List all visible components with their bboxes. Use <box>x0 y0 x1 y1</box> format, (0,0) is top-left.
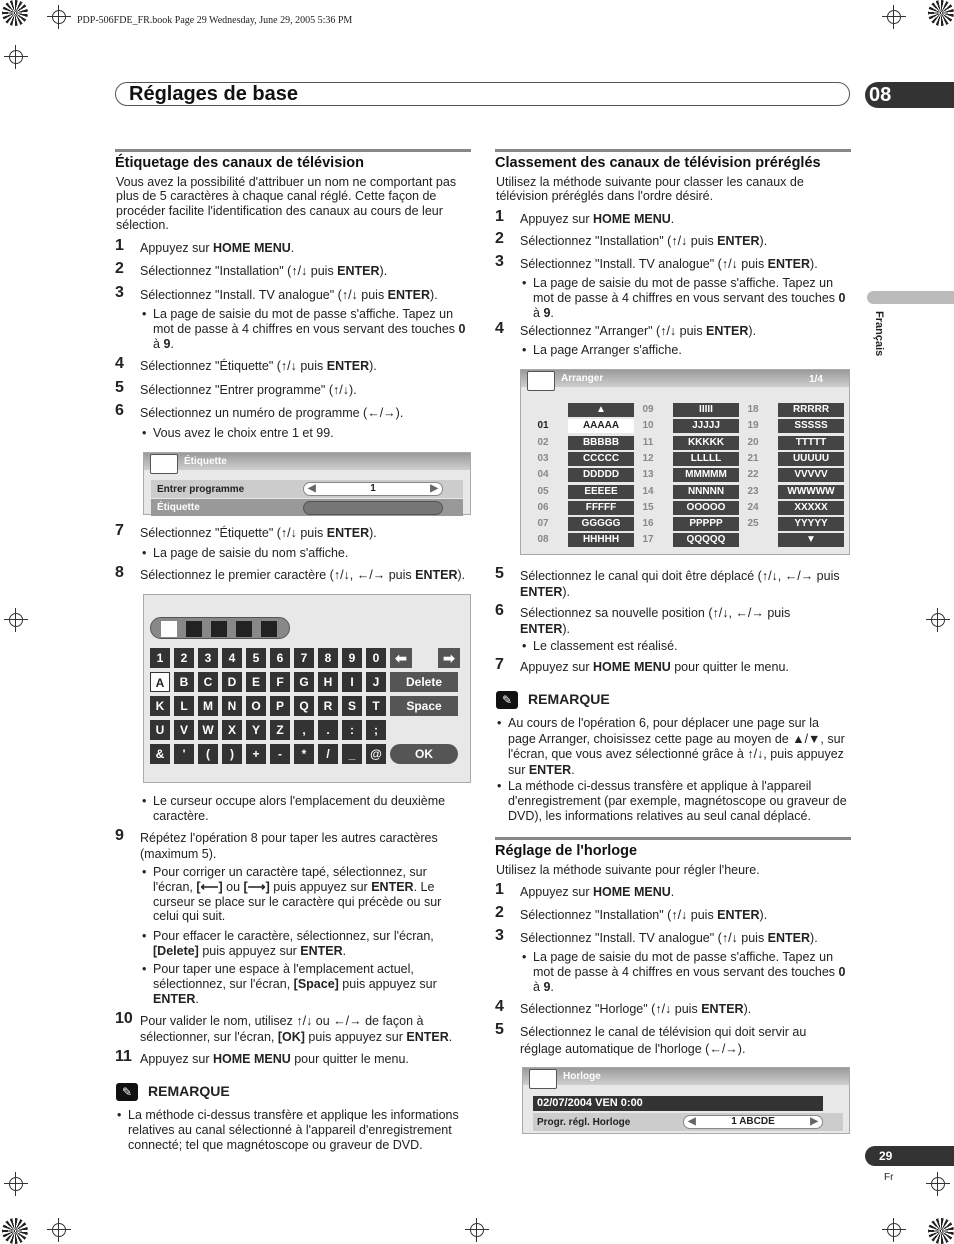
keyboard-key[interactable]: Q <box>294 696 314 716</box>
channel-name-cell[interactable]: MMMMM <box>673 468 739 482</box>
keyboard-key[interactable]: 3 <box>198 648 218 668</box>
note-heading: REMARQUE <box>528 691 610 707</box>
channel-number: 06 <box>537 501 549 513</box>
keyboard-key[interactable]: F <box>270 672 290 692</box>
keyboard-key[interactable]: 5 <box>246 648 266 668</box>
channel-name-cell[interactable]: LLLLL <box>673 452 739 466</box>
char-slot-cursor <box>161 621 177 637</box>
crop-mark <box>465 1218 489 1242</box>
language-label: Français <box>873 311 885 357</box>
step-7-bullet: • La page de saisie du nom s'affiche. <box>153 546 469 561</box>
channel-name-cell[interactable]: CCCCC <box>568 452 634 466</box>
step-6-bullet: • Vous avez le choix entre 1 et 99. <box>153 426 469 441</box>
channel-name-cell[interactable]: WWWWW <box>778 485 844 499</box>
menu-row: Progr. régl. Horloge ◀ 1 ABCDE ▶ <box>533 1113 843 1131</box>
left-arrow-icon: ◀ <box>688 1116 696 1127</box>
keyboard-key[interactable]: I <box>342 672 362 692</box>
keyboard-key[interactable]: * <box>294 744 314 764</box>
char-slot <box>261 621 277 637</box>
channel-number: 13 <box>642 469 654 481</box>
screen-title: Étiquette <box>144 453 470 470</box>
screen-arranger <box>520 369 850 555</box>
section-heading: Classement des canaux de télévision préréglés <box>495 149 851 171</box>
keyboard-key[interactable]: 8 <box>318 648 338 668</box>
section-intro: Vous avez la possibilité d'attribuer un nom ne comportant pas plus de 5 caractères à chaque canal réglé. Cette façon de procéder facilite l'identification des canaux au cours de leur sélection. <box>116 175 457 233</box>
keyboard-key[interactable]: H <box>318 672 338 692</box>
channel-number: 09 <box>642 404 654 415</box>
keyboard-key[interactable]: G <box>294 672 314 692</box>
step-2: 2 Sélectionnez "Installation" (↑/↓ puis ENTER). <box>495 230 768 248</box>
menu-row: Entrer programme ◀ 1 ▶ <box>151 480 463 498</box>
channel-number: 18 <box>747 404 759 415</box>
channel-name-cell[interactable]: RRRRR <box>778 403 844 417</box>
section-intro: Utilisez la méthode suivante pour classer les canaux de télévision préréglés dans l'ordre désiré. <box>496 175 804 204</box>
keyboard-key[interactable]: 0 <box>366 648 386 668</box>
step-4: 4 Sélectionnez "Arranger" (↑/↓ puis ENTER). <box>495 320 757 338</box>
channel-number: 16 <box>642 518 654 530</box>
channel-number: 17 <box>642 534 654 546</box>
label-field[interactable] <box>303 501 443 515</box>
keyboard-key[interactable]: D <box>222 672 242 692</box>
channel-name-cell[interactable]: KKKKK <box>673 436 739 450</box>
channel-name-cell[interactable]: UUUUU <box>778 452 844 466</box>
step-5: 5 Sélectionnez le canal qui doit être déplacé (↑/↓, ←/→ puis ENTER). <box>495 565 840 599</box>
scroll-arrow-button[interactable]: ▼ <box>778 533 844 547</box>
step-10: 10 Pour valider le nom, utilisez ↑/↓ ou ←/→ de façon à sélectionner, sur l'écran, [OK] puis appuyez sur ENTER. <box>115 1010 453 1044</box>
crop-mark <box>4 608 28 632</box>
channel-name-cell[interactable]: TTTTT <box>778 436 844 450</box>
channel-name-cell[interactable]: BBBBB <box>568 436 634 450</box>
keyboard-key[interactable]: P <box>270 696 290 716</box>
keyboard-key[interactable]: Y <box>246 720 266 740</box>
note-icon: ✎ <box>116 1083 138 1101</box>
channel-number: 03 <box>537 452 549 464</box>
screen-title: Horloge <box>523 1068 849 1085</box>
page-indicator: 1/4 <box>809 374 823 385</box>
step-4: 4 Sélectionnez "Horloge" (↑/↓ puis ENTER). <box>495 998 752 1016</box>
step-4: 4 Sélectionnez "Étiquette" (↑/↓ puis ENTER). <box>115 355 377 373</box>
keyboard-key[interactable]: @ <box>366 744 386 764</box>
note-bullet: • La méthode ci-dessus transfère et applique les informations relatives au canal sélectionné à l'appareil d'enregistrement connecté; tel que magnétoscope ou graveur de DVD. <box>128 1108 470 1152</box>
step-8-bullet: • Le curseur occupe alors l'emplacement du deuxième caractère. <box>153 794 469 824</box>
crop-mark <box>4 1172 28 1196</box>
crop-mark <box>47 1218 71 1242</box>
channel-name-cell[interactable]: VVVVV <box>778 468 844 482</box>
menu-icon <box>527 371 555 391</box>
crop-mark <box>926 608 950 632</box>
channel-number: 08 <box>537 534 549 546</box>
channel-number: 15 <box>642 501 654 513</box>
step-3: 3 Sélectionnez "Install. TV analogue" (↑/↓ puis ENTER). <box>495 253 818 271</box>
channel-name-cell[interactable]: JJJJJ <box>673 419 739 433</box>
step-7: 7 Sélectionnez "Étiquette" (↑/↓ puis ENTER). <box>115 522 377 540</box>
channel-number: 24 <box>747 501 759 513</box>
channel-number: 19 <box>747 420 759 432</box>
keyboard-key[interactable]: ; <box>366 720 386 740</box>
cursor-right-button[interactable]: ➡ <box>438 648 460 668</box>
screen-horloge <box>522 1067 850 1134</box>
channel-number: 01 <box>537 420 549 432</box>
keyboard-key[interactable]: . <box>318 720 338 740</box>
keyboard-key[interactable]: Z <box>270 720 290 740</box>
note-heading: REMARQUE <box>148 1083 230 1099</box>
crop-mark <box>926 1172 950 1196</box>
registration-mark <box>928 1218 954 1244</box>
clock-channel-selector[interactable]: ◀ 1 ABCDE ▶ <box>683 1115 823 1129</box>
keyboard-key[interactable]: 7 <box>294 648 314 668</box>
file-info: PDP-506FDE_FR.book Page 29 Wednesday, June 29, 2005 5:36 PM <box>77 15 353 26</box>
step-6-bullet: • Le classement est réalisé. <box>533 639 849 654</box>
keyboard-key[interactable]: ) <box>222 744 242 764</box>
step-1: 1 Appuyez sur HOME MENU. <box>495 208 675 226</box>
channel-number: 04 <box>537 469 549 481</box>
channel-name-cell[interactable]: SSSSS <box>778 419 844 433</box>
step-8: 8 Sélectionnez le premier caractère (↑/↓, ←/→ puis ENTER). <box>115 564 466 582</box>
char-slot <box>186 621 202 637</box>
note-bullet-2: • La méthode ci-dessus transfère et applique à l'appareil d'enregistrement (par exemple, magnétoscope ou graveur de DVD), les informations relatives au seul canal déplacé. <box>508 779 850 823</box>
keyboard-key[interactable]: 1 <box>150 648 170 668</box>
keyboard-key[interactable]: O <box>246 696 266 716</box>
keyboard-key[interactable]: , <box>294 720 314 740</box>
channel-number: 23 <box>747 485 759 497</box>
section-intro: Utilisez la méthode suivante pour régler l'heure. <box>496 863 760 877</box>
channel-name-cell[interactable]: PPPPP <box>673 517 739 531</box>
screen-keyboard <box>143 594 471 783</box>
right-arrow-icon: ▶ <box>430 483 438 494</box>
name-entry-field <box>150 617 290 639</box>
program-selector[interactable]: ◀ 1 ▶ <box>303 482 443 496</box>
channel-number <box>739 533 767 547</box>
step-3-bullet: • La page de saisie du mot de passe s'affiche. Tapez un mot de passe à 4 chiffres en vous servant des touches 0 à 9. <box>533 950 849 994</box>
keyboard-key[interactable]: 4 <box>222 648 242 668</box>
step-2: 2 Sélectionnez "Installation" (↑/↓ puis ENTER). <box>115 260 388 278</box>
channel-name-cell[interactable]: QQQQQ <box>673 533 739 547</box>
menu-row: Étiquette <box>151 499 463 516</box>
menu-icon <box>150 454 178 474</box>
left-arrow-icon: ◀ <box>308 483 316 494</box>
keyboard-key[interactable]: A <box>150 672 170 692</box>
keyboard-key[interactable]: 9 <box>342 648 362 668</box>
channel-number: 10 <box>642 420 654 432</box>
keyboard-key[interactable]: T <box>366 696 386 716</box>
clock-display: 02/07/2004 VEN 0:00 <box>533 1096 823 1111</box>
page-title: Réglages de base <box>115 82 850 106</box>
channel-name-cell[interactable]: GGGGG <box>568 517 634 531</box>
crop-mark <box>4 45 28 69</box>
keyboard-key[interactable]: V <box>174 720 194 740</box>
keyboard-key[interactable]: N <box>222 696 242 716</box>
channel-name-cell[interactable]: DDDDD <box>568 468 634 482</box>
keyboard-key[interactable]: _ <box>342 744 362 764</box>
keyboard-key[interactable]: U <box>150 720 170 740</box>
step-5: 5 Sélectionnez le canal de télévision qui doit servir au réglage automatique de l'horloge (←/→). <box>495 1021 807 1056</box>
channel-number: 21 <box>747 452 759 464</box>
step-11: 11 Appuyez sur HOME MENU pour quitter le menu. <box>115 1048 409 1066</box>
step-9-bullet-1: • Pour corriger un caractère tapé, sélectionnez, sur l'écran, [⟵] ou [⟶] puis appuyez sur ENTER. Le curseur se place sur le caractère qui précède ou sur celui qui suit. <box>153 865 463 924</box>
channel-number: 02 <box>537 436 549 448</box>
keyboard-key[interactable]: ' <box>174 744 194 764</box>
keyboard-key[interactable]: 2 <box>174 648 194 668</box>
step-3: 3 Sélectionnez "Install. TV analogue" (↑/↓ puis ENTER). <box>495 927 818 945</box>
step-1: 1 Appuyez sur HOME MENU. <box>495 881 675 899</box>
channel-name-cell[interactable]: AAAAA <box>568 419 634 433</box>
note-icon: ✎ <box>496 691 518 709</box>
char-slot <box>211 621 227 637</box>
keyboard-key[interactable]: - <box>270 744 290 764</box>
chapter-number: 08 <box>865 82 954 108</box>
step-3-bullet: • La page de saisie du mot de passe s'affiche. Tapez un mot de passe à 4 chiffres en vous servant des touches 0 à 9. <box>153 307 469 351</box>
channel-number: 22 <box>747 469 759 481</box>
keyboard-key[interactable]: : <box>342 720 362 740</box>
step-7: 7 Appuyez sur HOME MENU pour quitter le menu. <box>495 656 789 674</box>
keyboard-key[interactable]: K <box>150 696 170 716</box>
keyboard-key[interactable]: E <box>246 672 266 692</box>
screen-etiquette <box>143 452 471 515</box>
step-3-bullet: • La page de saisie du mot de passe s'affiche. Tapez un mot de passe à 4 chiffres en vous servant des touches 0 à 9. <box>533 276 849 320</box>
section-heading: Réglage de l'horloge <box>495 837 851 859</box>
channel-name-cell[interactable]: HHHHH <box>568 533 634 547</box>
step-2: 2 Sélectionnez "Installation" (↑/↓ puis ENTER). <box>495 904 768 922</box>
channel-number: 25 <box>747 518 759 530</box>
keyboard-key[interactable]: ( <box>198 744 218 764</box>
channel-number: 11 <box>642 436 654 448</box>
step-9-bullet-3: • Pour taper une espace à l'emplacement actuel, sélectionnez, sur l'écran, [Space] puis appuyez sur ENTER. <box>153 962 463 1006</box>
keyboard-key[interactable]: R <box>318 696 338 716</box>
keyboard-key[interactable]: / <box>318 744 338 764</box>
step-5: 5 Sélectionnez "Entrer programme" (↑/↓). <box>115 379 357 397</box>
keyboard-key[interactable]: S <box>342 696 362 716</box>
channel-name-cell[interactable]: NNNNN <box>673 485 739 499</box>
channel-name-cell[interactable]: IIIII <box>673 403 739 417</box>
keyboard-key[interactable]: X <box>222 720 242 740</box>
channel-number <box>529 403 557 417</box>
registration-mark <box>2 1218 28 1244</box>
language-tab <box>867 291 954 304</box>
keyboard-key[interactable]: B <box>174 672 194 692</box>
menu-icon <box>529 1069 557 1089</box>
ok-button[interactable]: OK <box>390 744 458 764</box>
keyboard-key[interactable]: C <box>198 672 218 692</box>
crop-mark <box>47 5 71 29</box>
page-language: Fr <box>884 1172 894 1183</box>
step-1: 1 Appuyez sur HOME MENU. <box>115 237 295 255</box>
crop-mark <box>882 5 906 29</box>
char-slot <box>236 621 252 637</box>
keyboard-key[interactable]: W <box>198 720 218 740</box>
keyboard-key[interactable]: J <box>366 672 386 692</box>
keyboard-key[interactable]: 6 <box>270 648 290 668</box>
cursor-left-button[interactable]: ⬅ <box>390 648 412 668</box>
page-number: 29 <box>865 1146 954 1166</box>
step-4-bullet: • La page Arranger s'affiche. <box>533 343 849 358</box>
step-9-bullet-2: • Pour effacer le caractère, sélectionnez, sur l'écran, [Delete] puis appuyez sur ENTER. <box>153 929 463 959</box>
keyboard-key[interactable]: + <box>246 744 266 764</box>
registration-mark <box>2 0 28 26</box>
step-3: 3 Sélectionnez "Install. TV analogue" (↑/↓ puis ENTER). <box>115 284 438 302</box>
step-9: 9 Répétez l'opération 8 pour taper les autres caractères (maximum 5). <box>115 827 438 861</box>
screen-title: Arranger <box>521 370 849 387</box>
step-6: 6 Sélectionnez sa nouvelle position (↑/↓, ←/→ puis ENTER). <box>495 602 791 636</box>
channel-name-cell[interactable]: OOOOO <box>673 501 739 515</box>
channel-name-cell[interactable]: FFFFF <box>568 501 634 515</box>
right-arrow-icon: ▶ <box>810 1116 818 1127</box>
channel-name-cell[interactable]: XXXXX <box>778 501 844 515</box>
step-6: 6 Sélectionnez un numéro de programme (←/→). <box>115 402 404 420</box>
delete-button[interactable]: Delete <box>390 672 458 692</box>
channel-number: 07 <box>537 518 549 530</box>
channel-number: 05 <box>537 485 549 497</box>
keyboard-key[interactable]: L <box>174 696 194 716</box>
channel-number: 12 <box>642 452 654 464</box>
crop-mark <box>882 1218 906 1242</box>
channel-number: 14 <box>642 485 654 497</box>
scroll-arrow-button[interactable]: ▲ <box>568 403 634 417</box>
registration-mark <box>928 0 954 26</box>
note-bullet-1: • Au cours de l'opération 6, pour déplacer une page sur la page Arranger, choisissez cette page au moyen de ▲/▼, sur l'écran, que vous avez sélectionné grâce à ↑/↓, puis appuyez sur ENTER. <box>508 716 850 778</box>
keyboard-key[interactable]: & <box>150 744 170 764</box>
channel-number: 20 <box>747 436 759 448</box>
keyboard-key[interactable]: M <box>198 696 218 716</box>
space-button[interactable]: Space <box>390 696 458 716</box>
channel-name-cell[interactable]: YYYYY <box>778 517 844 531</box>
section-heading: Étiquetage des canaux de télévision <box>115 149 471 171</box>
channel-name-cell[interactable]: EEEEE <box>568 485 634 499</box>
